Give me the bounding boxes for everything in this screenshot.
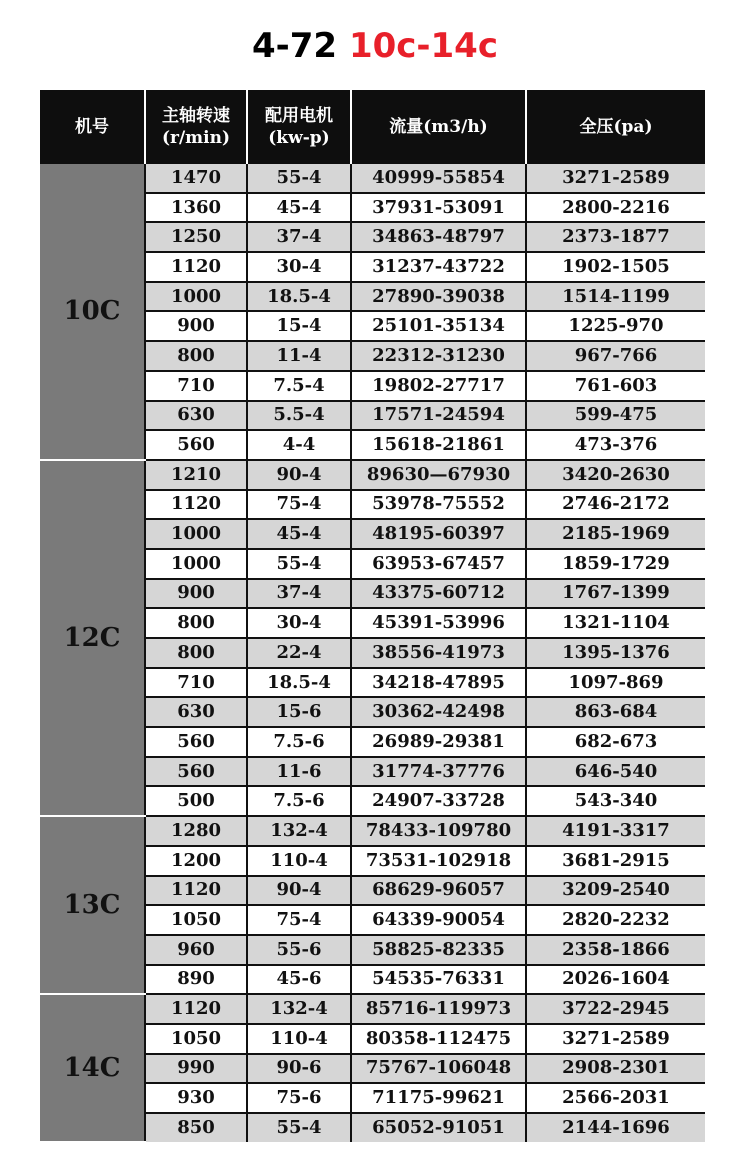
- cell-motor: 37-4: [247, 222, 351, 252]
- cell-pressure: 682-673: [526, 727, 705, 757]
- cell-pressure: 1395-1376: [526, 638, 705, 668]
- cell-flow: 64339-90054: [351, 905, 526, 935]
- cell-pressure: 2026-1604: [526, 965, 705, 995]
- cell-speed: 1050: [145, 1024, 247, 1054]
- cell-motor: 75-4: [247, 905, 351, 935]
- header-motor: 配用电机 (kw-p): [247, 90, 351, 164]
- cell-pressure: 2358-1866: [526, 935, 705, 965]
- cell-pressure: 1225-970: [526, 311, 705, 341]
- cell-speed: 1050: [145, 905, 247, 935]
- model-group-label: 10C: [40, 164, 145, 460]
- cell-pressure: 2820-2232: [526, 905, 705, 935]
- cell-speed: 900: [145, 579, 247, 609]
- cell-speed: 1120: [145, 994, 247, 1024]
- cell-pressure: 1097-869: [526, 668, 705, 698]
- cell-flow: 48195-60397: [351, 519, 526, 549]
- cell-motor: 30-4: [247, 252, 351, 282]
- cell-speed: 800: [145, 608, 247, 638]
- cell-motor: 75-4: [247, 490, 351, 520]
- cell-motor: 55-4: [247, 1113, 351, 1142]
- cell-pressure: 3722-2945: [526, 994, 705, 1024]
- title-prefix: 4-72: [252, 26, 338, 66]
- cell-motor: 7.5-4: [247, 371, 351, 401]
- cell-speed: 890: [145, 965, 247, 995]
- header-row: [40, 90, 705, 164]
- cell-pressure: 473-376: [526, 430, 705, 460]
- cell-motor: 90-4: [247, 460, 351, 490]
- cell-speed: 1000: [145, 519, 247, 549]
- cell-pressure: 1767-1399: [526, 579, 705, 609]
- table-row: [40, 994, 705, 1024]
- cell-motor: 30-4: [247, 608, 351, 638]
- cell-pressure: 967-766: [526, 341, 705, 371]
- header-model: 机号: [40, 90, 145, 164]
- cell-flow: 53978-75552: [351, 490, 526, 520]
- header-flow: 流量(m3/h): [351, 90, 526, 164]
- cell-motor: 110-4: [247, 1024, 351, 1054]
- cell-motor: 55-4: [247, 164, 351, 193]
- model-group-label: 13C: [40, 816, 145, 994]
- model-group-label: 12C: [40, 460, 145, 816]
- header-spindle-speed: 主轴转速 (r/min): [145, 90, 247, 164]
- cell-pressure: 2185-1969: [526, 519, 705, 549]
- cell-pressure: 1902-1505: [526, 252, 705, 282]
- cell-pressure: 2908-2301: [526, 1054, 705, 1084]
- cell-flow: 34218-47895: [351, 668, 526, 698]
- cell-motor: 37-4: [247, 579, 351, 609]
- cell-flow: 63953-67457: [351, 549, 526, 579]
- cell-flow: 75767-106048: [351, 1054, 526, 1084]
- cell-motor: 90-4: [247, 876, 351, 906]
- cell-motor: 11-4: [247, 341, 351, 371]
- cell-speed: 800: [145, 341, 247, 371]
- cell-flow: 38556-41973: [351, 638, 526, 668]
- cell-motor: 15-6: [247, 697, 351, 727]
- cell-speed: 1470: [145, 164, 247, 193]
- cell-flow: 43375-60712: [351, 579, 526, 609]
- cell-pressure: 3681-2915: [526, 846, 705, 876]
- cell-speed: 1250: [145, 222, 247, 252]
- cell-speed: 630: [145, 697, 247, 727]
- cell-flow: 89630—67930: [351, 460, 526, 490]
- cell-flow: 54535-76331: [351, 965, 526, 995]
- cell-motor: 132-4: [247, 816, 351, 846]
- cell-speed: 560: [145, 727, 247, 757]
- cell-speed: 500: [145, 786, 247, 816]
- cell-pressure: 2746-2172: [526, 490, 705, 520]
- table-row: [40, 460, 705, 490]
- header-pressure: 全压(pa): [526, 90, 705, 164]
- cell-pressure: 4191-3317: [526, 816, 705, 846]
- cell-motor: 45-6: [247, 965, 351, 995]
- cell-flow: 45391-53996: [351, 608, 526, 638]
- cell-motor: 55-6: [247, 935, 351, 965]
- cell-speed: 1120: [145, 252, 247, 282]
- table-row: [40, 164, 705, 193]
- cell-flow: 68629-96057: [351, 876, 526, 906]
- cell-flow: 71175-99621: [351, 1083, 526, 1113]
- cell-motor: 22-4: [247, 638, 351, 668]
- cell-motor: 75-6: [247, 1083, 351, 1113]
- cell-motor: 7.5-6: [247, 727, 351, 757]
- title-range: 10c-14c: [348, 26, 498, 66]
- cell-motor: 5.5-4: [247, 401, 351, 431]
- cell-flow: 27890-39038: [351, 282, 526, 312]
- cell-pressure: 599-475: [526, 401, 705, 431]
- cell-pressure: 2800-2216: [526, 193, 705, 223]
- cell-motor: 18.5-4: [247, 668, 351, 698]
- cell-pressure: 3209-2540: [526, 876, 705, 906]
- cell-pressure: 3420-2630: [526, 460, 705, 490]
- cell-motor: 4-4: [247, 430, 351, 460]
- cell-motor: 11-6: [247, 757, 351, 787]
- cell-motor: 45-4: [247, 193, 351, 223]
- cell-pressure: 1859-1729: [526, 549, 705, 579]
- cell-flow: 40999-55854: [351, 164, 526, 193]
- cell-motor: 18.5-4: [247, 282, 351, 312]
- cell-motor: 55-4: [247, 549, 351, 579]
- cell-flow: 65052-91051: [351, 1113, 526, 1142]
- cell-speed: 1210: [145, 460, 247, 490]
- cell-motor: 15-4: [247, 311, 351, 341]
- cell-speed: 1120: [145, 490, 247, 520]
- cell-flow: 15618-21861: [351, 430, 526, 460]
- cell-motor: 7.5-6: [247, 786, 351, 816]
- cell-pressure: 1321-1104: [526, 608, 705, 638]
- fan-spec-table: [40, 90, 705, 1143]
- cell-pressure: 863-684: [526, 697, 705, 727]
- cell-motor: 110-4: [247, 846, 351, 876]
- cell-pressure: 543-340: [526, 786, 705, 816]
- cell-speed: 560: [145, 430, 247, 460]
- cell-speed: 560: [145, 757, 247, 787]
- cell-speed: 1360: [145, 193, 247, 223]
- cell-speed: 990: [145, 1054, 247, 1084]
- cell-flow: 19802-27717: [351, 371, 526, 401]
- cell-flow: 78433-109780: [351, 816, 526, 846]
- cell-motor: 90-6: [247, 1054, 351, 1084]
- cell-speed: 630: [145, 401, 247, 431]
- cell-flow: 85716-119973: [351, 994, 526, 1024]
- table-body: [40, 164, 705, 1142]
- cell-flow: 24907-33728: [351, 786, 526, 816]
- cell-speed: 710: [145, 668, 247, 698]
- cell-flow: 73531-102918: [351, 846, 526, 876]
- cell-flow: 31774-37776: [351, 757, 526, 787]
- cell-flow: 30362-42498: [351, 697, 526, 727]
- cell-flow: 34863-48797: [351, 222, 526, 252]
- cell-flow: 25101-35134: [351, 311, 526, 341]
- cell-speed: 1120: [145, 876, 247, 906]
- cell-motor: 45-4: [247, 519, 351, 549]
- cell-flow: 80358-112475: [351, 1024, 526, 1054]
- cell-flow: 17571-24594: [351, 401, 526, 431]
- cell-pressure: 3271-2589: [526, 164, 705, 193]
- cell-flow: 26989-29381: [351, 727, 526, 757]
- cell-speed: 900: [145, 311, 247, 341]
- cell-flow: 37931-53091: [351, 193, 526, 223]
- cell-pressure: 2566-2031: [526, 1083, 705, 1113]
- cell-speed: 1000: [145, 549, 247, 579]
- cell-speed: 1000: [145, 282, 247, 312]
- page-title: [0, 18, 750, 74]
- cell-flow: 31237-43722: [351, 252, 526, 282]
- cell-flow: 22312-31230: [351, 341, 526, 371]
- cell-speed: 850: [145, 1113, 247, 1142]
- cell-speed: 930: [145, 1083, 247, 1113]
- cell-speed: 1280: [145, 816, 247, 846]
- cell-pressure: 761-603: [526, 371, 705, 401]
- cell-speed: 1200: [145, 846, 247, 876]
- cell-pressure: 646-540: [526, 757, 705, 787]
- model-group-label: 14C: [40, 994, 145, 1141]
- cell-pressure: 2144-1696: [526, 1113, 705, 1142]
- cell-speed: 710: [145, 371, 247, 401]
- table-row: [40, 816, 705, 846]
- cell-pressure: 2373-1877: [526, 222, 705, 252]
- cell-speed: 960: [145, 935, 247, 965]
- cell-pressure: 1514-1199: [526, 282, 705, 312]
- cell-speed: 800: [145, 638, 247, 668]
- cell-pressure: 3271-2589: [526, 1024, 705, 1054]
- cell-flow: 58825-82335: [351, 935, 526, 965]
- cell-motor: 132-4: [247, 994, 351, 1024]
